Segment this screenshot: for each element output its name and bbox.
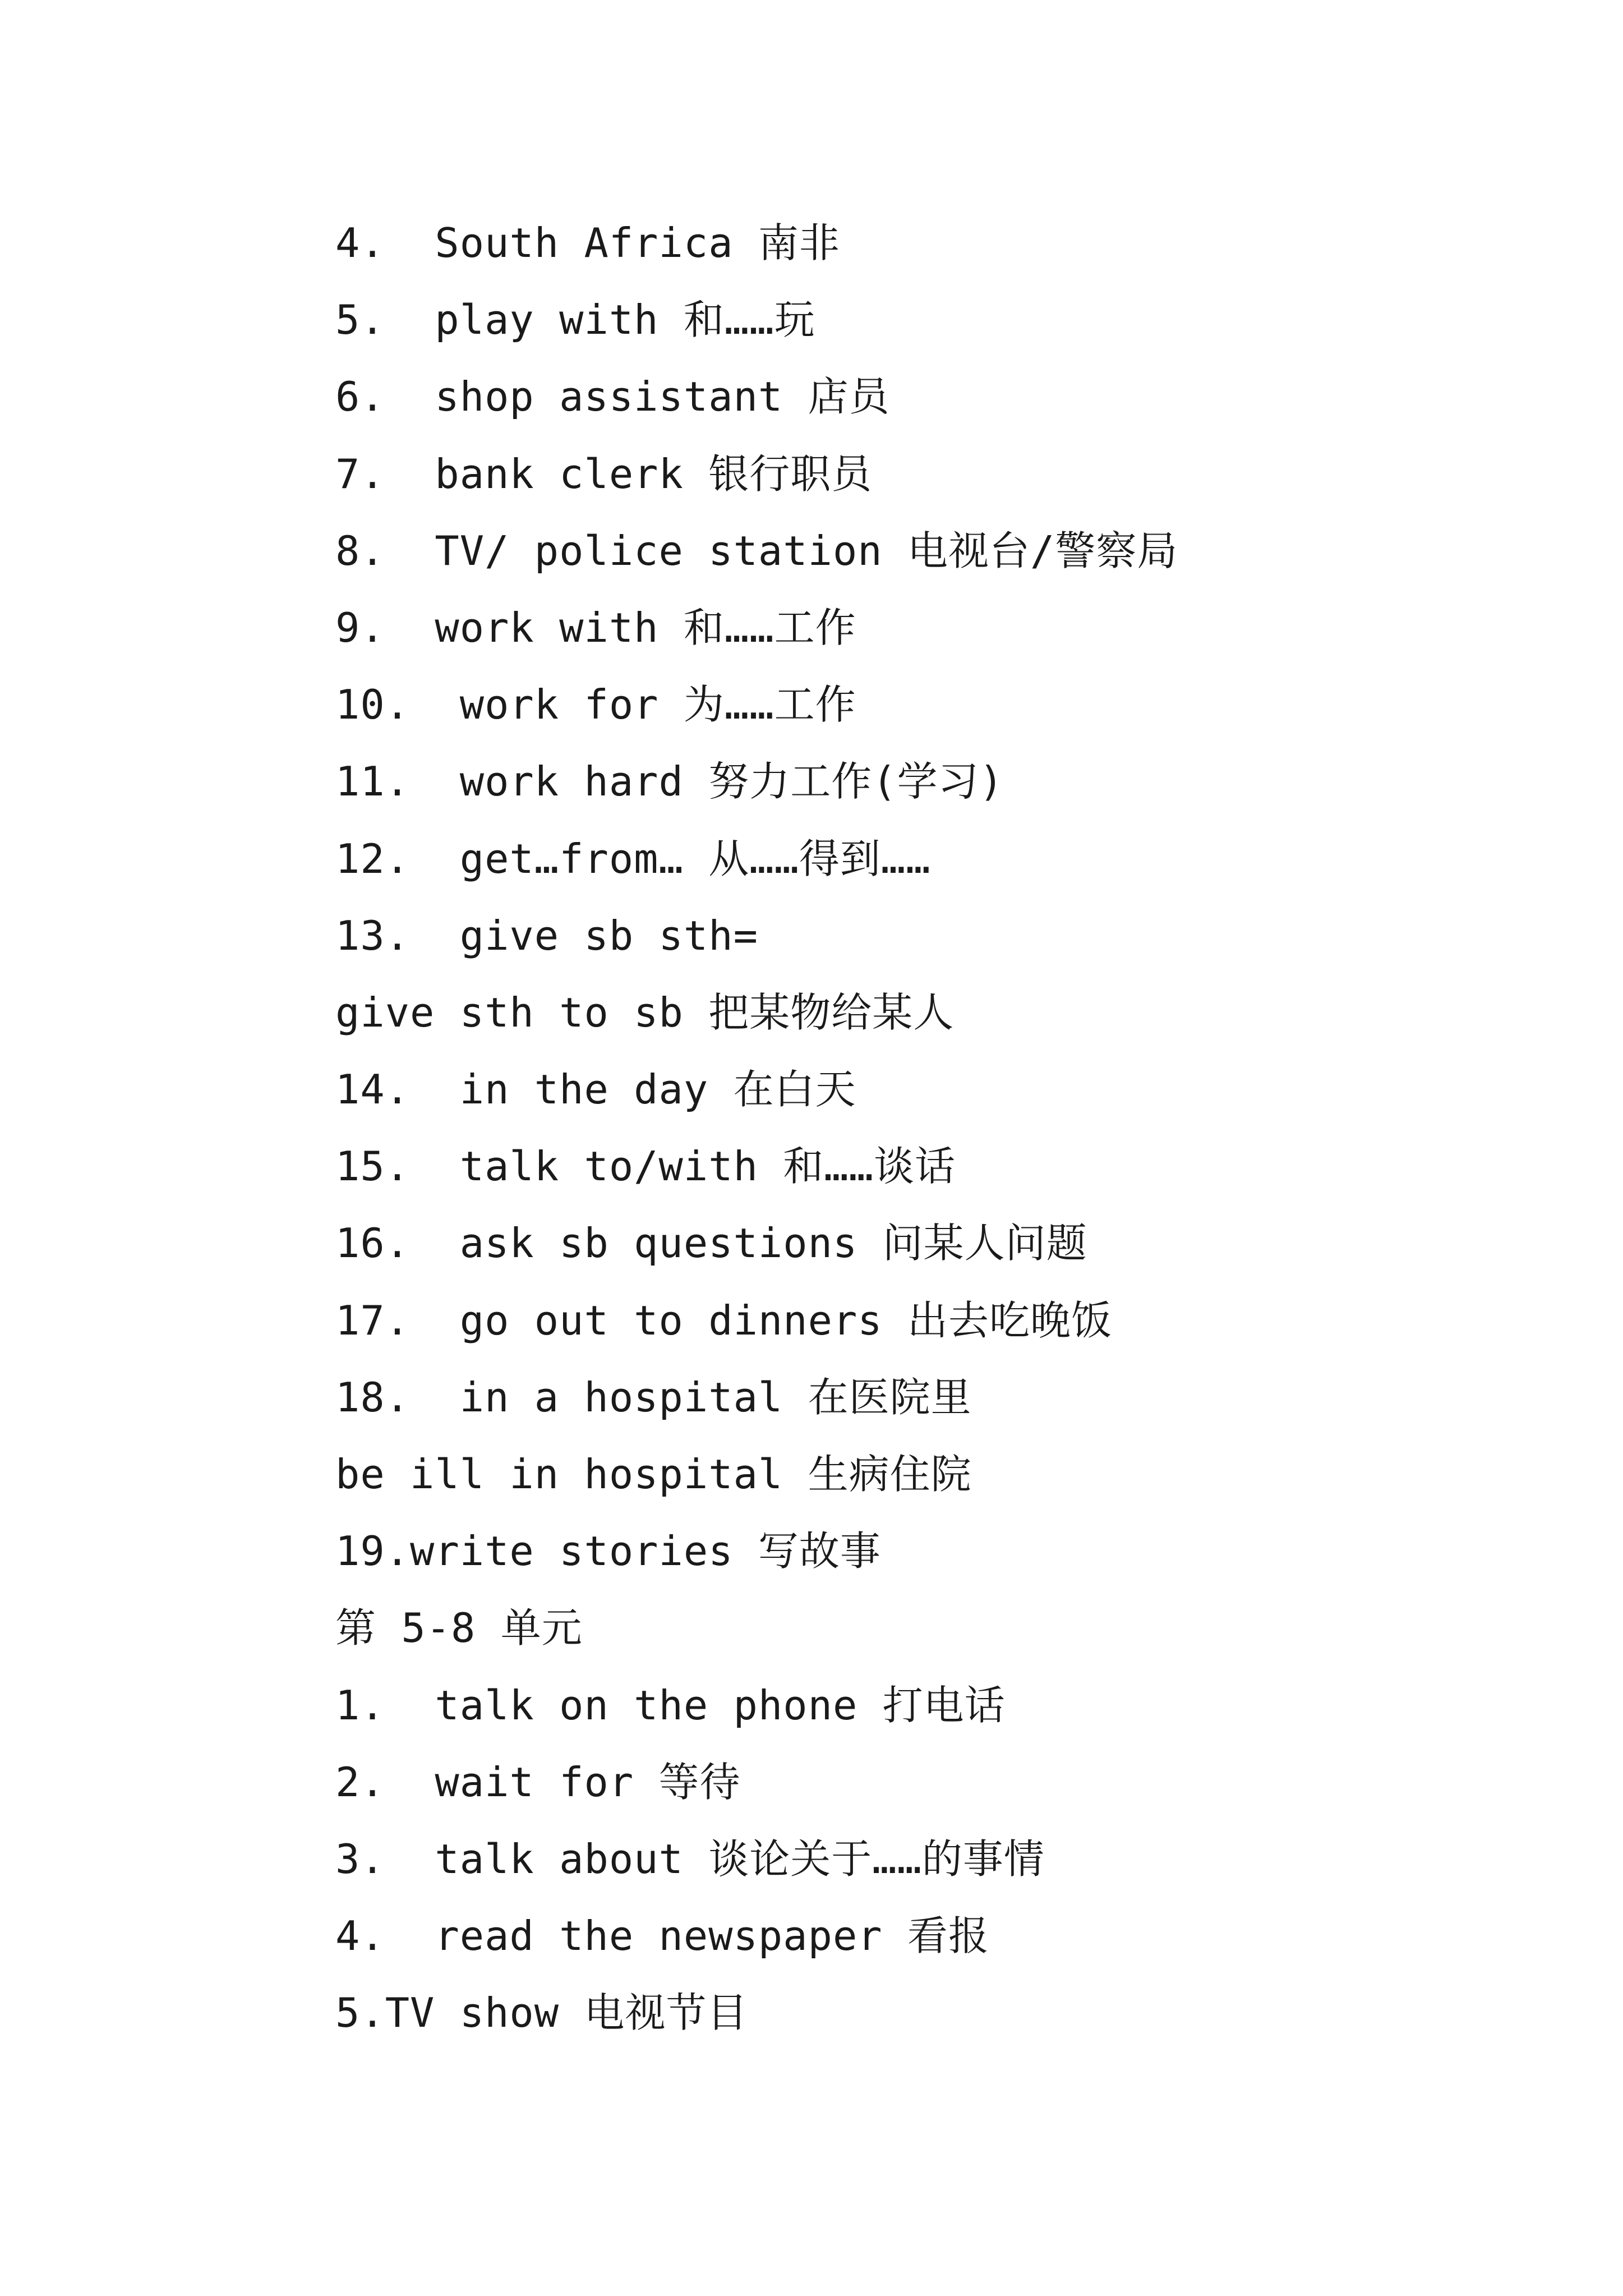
list-item: 13. give sb sth= <box>335 912 758 959</box>
list-item: 5.TV show 电视节目 <box>335 1989 748 2037</box>
list-item: 9. work with 和……工作 <box>335 604 856 651</box>
list-item: 6. shop assistant 店员 <box>335 373 890 421</box>
list-item: 12. get…from… 从……得到…… <box>335 835 931 882</box>
list-item: 8. TV/ police station 电视台/警察局 <box>335 527 1178 574</box>
list-item: 19.write stories 写故事 <box>335 1527 881 1575</box>
list-item: 2. wait for 等待 <box>335 1758 741 1806</box>
list-item: 4. South Africa 南非 <box>335 219 840 266</box>
list-item: 4. read the newspaper 看报 <box>335 1912 989 1960</box>
list-item: 7. bank clerk 银行职员 <box>335 450 873 498</box>
list-item-continuation: give sth to sb 把某物给某人 <box>335 988 955 1036</box>
list-item: 3. talk about 谈论关于……的事情 <box>335 1835 1045 1883</box>
list-item: 16. ask sb questions 问某人问题 <box>335 1220 1087 1267</box>
list-item: 18. in a hospital 在医院里 <box>335 1373 972 1421</box>
list-item: 14. in the day 在白天 <box>335 1066 856 1114</box>
list-item: 1. talk on the phone 打电话 <box>335 1681 1006 1729</box>
list-item: 15. talk to/with 和……谈话 <box>335 1143 956 1190</box>
list-item-continuation: be ill in hospital 生病住院 <box>335 1451 972 1498</box>
list-item: 10. work for 为……工作 <box>335 681 856 729</box>
list-item: 11. work hard 努力工作(学习) <box>335 758 1004 806</box>
section-heading: 第 5-8 单元 <box>335 1604 583 1652</box>
list-item: 17. go out to dinners 出去吃晚饭 <box>335 1296 1112 1344</box>
list-item: 5. play with 和……玩 <box>335 296 815 344</box>
vocabulary-list <box>335 218 1541 2065</box>
